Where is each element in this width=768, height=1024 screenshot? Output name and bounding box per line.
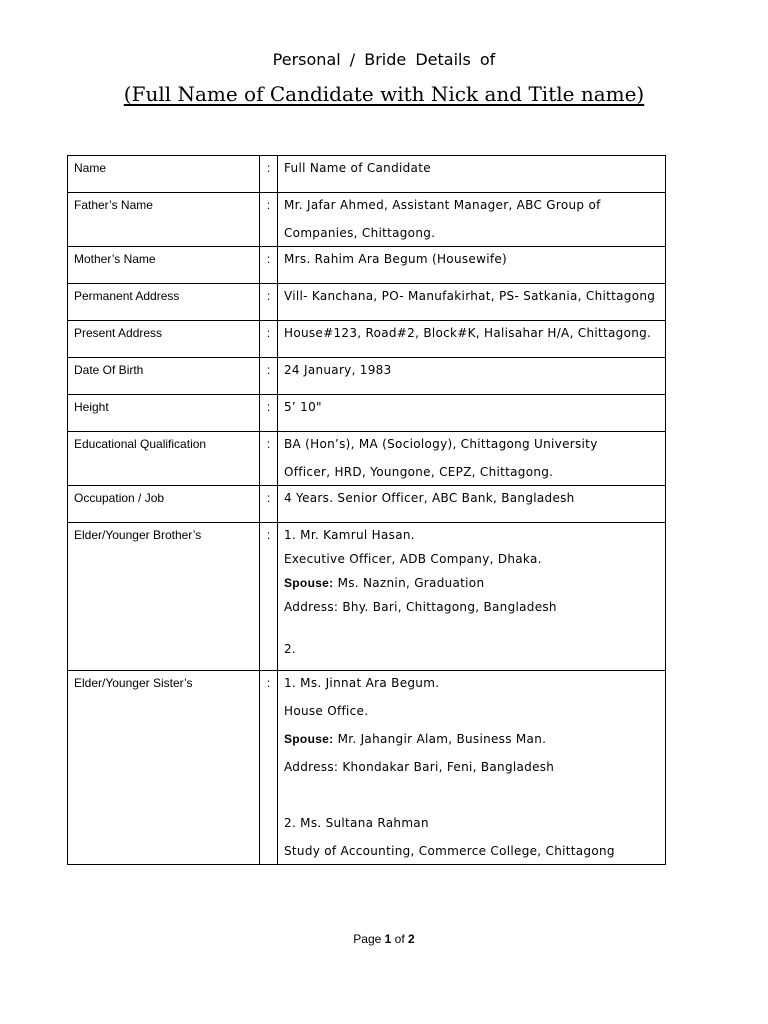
row-value: 4 Years. Senior Officer, ABC Bank, Bangladesh — [278, 486, 666, 523]
row-value — [278, 523, 666, 671]
table-row-brothers — [68, 523, 666, 671]
value-line: Mr. Jafar Ahmed, Assistant Manager, ABC Group of — [284, 198, 601, 212]
spouse-value: Mr. Jahangir Alam, Business Man. — [333, 732, 547, 746]
row-colon: : — [260, 193, 278, 247]
table-row-present-address — [68, 321, 666, 358]
document-title: (Full Name of Candidate with Nick and Title name) — [123, 82, 645, 106]
value-line: 2. Ms. Sultana Rahman — [284, 816, 429, 830]
row-value — [278, 193, 666, 247]
spouse-line — [284, 732, 659, 746]
row-colon: : — [260, 486, 278, 523]
value-line: Companies, Chittagong. — [284, 226, 436, 240]
row-label: Occupation / Job — [68, 486, 260, 523]
row-label: Mother’s Name — [68, 247, 260, 284]
document-heading: Personal / Bride Details of — [272, 50, 496, 69]
table-row-sisters — [68, 671, 666, 865]
value-line: Officer, HRD, Youngone, CEPZ, Chittagong. — [284, 465, 554, 479]
table-row-occupation — [68, 486, 666, 523]
page-current: 1 — [384, 932, 392, 946]
row-colon: : — [260, 432, 278, 486]
row-value: 5’ 10" — [278, 395, 666, 432]
row-label: Father’s Name — [68, 193, 260, 247]
spouse-value: Ms. Naznin, Graduation — [333, 576, 485, 590]
table-row-name — [68, 156, 666, 193]
row-colon: : — [260, 321, 278, 358]
row-colon: : — [260, 358, 278, 395]
row-colon: : — [260, 671, 278, 865]
value-line: Executive Officer, ADB Company, Dhaka. — [284, 552, 542, 566]
row-value — [278, 432, 666, 486]
row-value: Vill- Kanchana, PO- Manufakirhat, PS- Satkania, Chittagong — [278, 284, 666, 321]
row-label: Elder/Younger Brother’s — [68, 523, 260, 671]
row-label: Elder/Younger Sister’s — [68, 671, 260, 865]
page-footer — [0, 932, 768, 946]
spouse-line — [284, 576, 659, 590]
value-line: House Office. — [284, 704, 369, 718]
details-table — [67, 155, 666, 865]
table-row-height — [68, 395, 666, 432]
row-value: Full Name of Candidate — [278, 156, 666, 193]
row-label: Present Address — [68, 321, 260, 358]
table-row-father — [68, 193, 666, 247]
value-line: 2. — [284, 642, 297, 656]
row-colon: : — [260, 395, 278, 432]
row-value — [278, 671, 666, 865]
row-label: Height — [68, 395, 260, 432]
page-total: 2 — [408, 932, 415, 946]
row-colon: : — [260, 156, 278, 193]
value-line: BA (Hon’s), MA (Sociology), Chittagong University — [284, 437, 598, 451]
value-line: 1. Mr. Kamrul Hasan. — [284, 528, 415, 542]
spouse-label: Spouse: — [284, 732, 334, 746]
value-line: Address: Bhy. Bari, Chittagong, Bangladesh — [284, 600, 557, 614]
row-label: Name — [68, 156, 260, 193]
spouse-label: Spouse: — [284, 576, 334, 590]
table-row-mother — [68, 247, 666, 284]
row-colon: : — [260, 523, 278, 671]
of-word: of — [394, 932, 405, 946]
table-row-dob — [68, 358, 666, 395]
row-label: Educational Qualification — [68, 432, 260, 486]
row-value: 24 January, 1983 — [278, 358, 666, 395]
value-line: Study of Accounting, Commerce College, Chittagong — [284, 844, 615, 858]
table-row-education — [68, 432, 666, 486]
value-line: 1. Ms. Jinnat Ara Begum. — [284, 676, 440, 690]
row-colon: : — [260, 284, 278, 321]
row-label: Date Of Birth — [68, 358, 260, 395]
row-label: Permanent Address — [68, 284, 260, 321]
row-value: House#123, Road#2, Block#K, Halisahar H/A, Chittagong. — [278, 321, 666, 358]
table-row-permanent-address — [68, 284, 666, 321]
row-colon: : — [260, 247, 278, 284]
row-value: Mrs. Rahim Ara Begum (Housewife) — [278, 247, 666, 284]
value-line: Address: Khondakar Bari, Feni, Bangladesh — [284, 760, 555, 774]
page-word: Page — [353, 932, 382, 946]
